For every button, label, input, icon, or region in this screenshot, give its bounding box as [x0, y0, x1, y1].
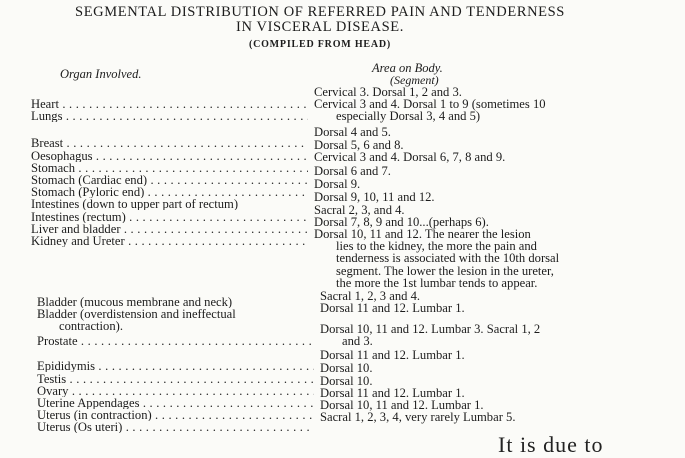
area-kidney-ureter — [314, 228, 654, 289]
area-testis: Dorsal 10. — [320, 361, 373, 375]
organ-bladder-line1: Bladder (overdistension and ineffectual — [37, 307, 236, 321]
table-subtitle: (COMPILED FROM HEAD) — [248, 39, 392, 50]
organ-breast: Breast . . . — [31, 137, 308, 149]
area-uterus-os: Sacral 1, 2, 3, 4, very rarely Lumbar 5. — [320, 410, 516, 424]
area-lungs-line2: especially Dorsal 3, 4 and 5) — [336, 109, 481, 124]
organ-heart: Heart . . . — [31, 98, 308, 110]
organ-stomach-pyloric: Stomach (Pyloric end) . . . — [31, 186, 308, 198]
table-title: SEGMENTAL DISTRIBUTION OF REFERRED PAIN AND TENDERNESS — [75, 4, 565, 20]
organ-oesophagus: Oesophagus . . . — [31, 150, 308, 162]
area-kidney-line1: Dorsal 10, 11 and 12. The nearer the lesion — [314, 227, 531, 241]
area-ovary: Dorsal 10. — [320, 374, 373, 388]
organ-stomach-cardiac: Stomach (Cardiac end) . . . — [31, 174, 308, 186]
organ-intestines-upper: Intestines (down to upper part of rectum) — [31, 198, 239, 210]
area-stomach: Cervical 3 and 4. Dorsal 6, 7, 8 and 9. — [314, 150, 506, 164]
column-header-area: Area on Body. — [372, 61, 443, 75]
area-kidney-line5: the more the 1st lumbar tends to appear. — [336, 275, 538, 290]
area-liver-bladder: Dorsal 7, 8, 9 and 10...(perhaps 6). — [314, 215, 489, 229]
organ-uterus-contraction: Uterus (in contraction) . . . — [37, 409, 314, 421]
area-bladder-mucous: Sacral 1, 2, 3 and 4. — [320, 289, 421, 303]
organ-uterus-os: Uterus (Os uteri) . . . — [37, 421, 314, 433]
area-bladder-overdistension: Dorsal 11 and 12. Lumbar 1. — [320, 301, 465, 315]
organ-liver-bladder: Liver and bladder . . . — [31, 223, 308, 235]
area-intestines-upper: Dorsal 9, 10, 11 and 12. — [314, 190, 435, 204]
organ-bladder-line2: contraction). — [59, 319, 123, 333]
area-lungs — [314, 98, 654, 122]
area-epididymis: Dorsal 11 and 12. Lumbar 1. — [320, 348, 465, 362]
area-uterine-appendages: Dorsal 11 and 12. Lumbar 1. — [320, 386, 465, 400]
area-breast: Dorsal 4 and 5. — [314, 125, 391, 139]
area-kidney-line3: tenderness is associated with the 10th dorsal — [336, 251, 560, 266]
area-prostate-line2: and 3. — [342, 334, 373, 349]
area-heart: Cervical 3. Dorsal 1, 2 and 3. — [314, 85, 462, 99]
organ-lungs: Lungs . . . — [31, 110, 308, 122]
column-header-organ: Organ Involved. — [60, 67, 142, 81]
area-kidney-line2: lies to the kidney, the more the pain and — [336, 239, 537, 254]
area-intestines-rectum: Sacral 2, 3, and 4. — [314, 203, 405, 217]
organ-prostate: Prostate . . . — [37, 335, 314, 347]
organ-ovary: Ovary . . . — [37, 385, 314, 397]
area-stomach-pyloric: Dorsal 9. — [314, 177, 361, 191]
organ-kidney-ureter: Kidney and Ureter . . . — [31, 235, 308, 247]
area-stomach-cardiac: Dorsal 6 and 7. — [314, 164, 391, 178]
organ-testis: Testis . . . — [37, 373, 314, 385]
organ-epididymis: Epididymis . . . — [37, 360, 314, 372]
table-title-line-2: IN VISCERAL DISEASE. — [236, 19, 404, 35]
organ-intestines-rectum: Intestines (rectum) . . . — [31, 211, 308, 223]
area-prostate — [320, 323, 660, 347]
area-uterus-contraction: Dorsal 10, 11 and 12. Lumbar 1. — [320, 398, 484, 412]
organ-bladder-overdistension — [37, 308, 314, 332]
column-header-segment: (Segment) — [390, 73, 439, 87]
area-kidney-line4: segment. The lower the lesion in the ureter, — [336, 263, 554, 278]
area-prostate-line1: Dorsal 10, 11 and 12. Lumbar 3. Sacral 1, 2 — [320, 322, 541, 336]
organ-stomach: Stomach . . . — [31, 162, 308, 174]
organ-bladder-mucous: Bladder (mucous membrane and neck) — [37, 296, 233, 308]
area-lungs-line1: Cervical 3 and 4. Dorsal 1 to 9 (sometimes 10 — [314, 97, 546, 111]
area-oesophagus: Dorsal 5, 6 and 8. — [314, 138, 404, 152]
next-paragraph-fragment: It is due to — [498, 432, 604, 457]
organ-uterine-appendages: Uterine Appendages . . . — [37, 397, 314, 409]
